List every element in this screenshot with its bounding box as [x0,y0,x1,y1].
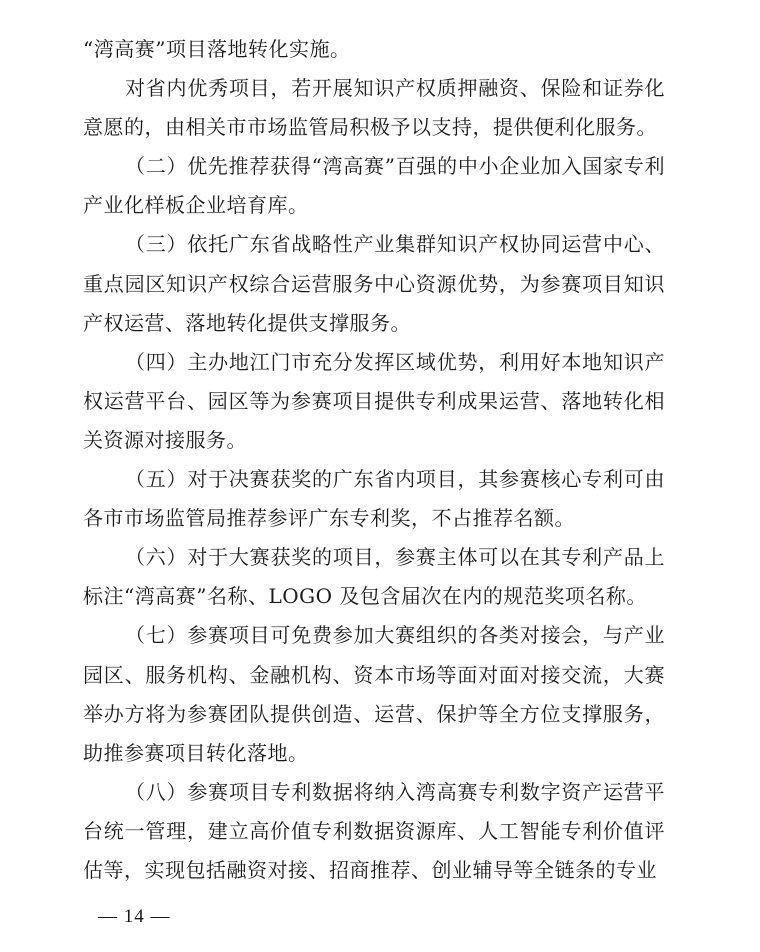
paragraph-item-3: （三）依托广东省战略性产业集群知识产权协同运营中心、重点园区知识产权综合运营服务中心资源优势，为参赛项目知识产权运营、落地转化提供支撑服务。 [83,232,665,335]
paragraph-item-6: （六）对于大赛获奖的项目，参赛主体可以在其专利产品上标注“湾高赛”名称、LOGO 及包含届次在内的规范奖项名称。 [83,545,665,609]
document-body [83,30,665,890]
paragraph-provincial-support: 对省内优秀项目，若开展知识产权质押融资、保险和证券化意愿的，由相关市市场监管局积极予以支持，提供便利化服务。 [83,76,665,140]
page-number: — 14 — [98,906,171,927]
paragraph-item-4: （四）主办地江门市充分发挥区域优势，利用好本地知识产权运营平台、园区等为参赛项目提供专利成果运营、落地转化相关资源对接服务。 [83,349,665,452]
paragraph-item-5: （五）对于决赛获奖的广东省内项目，其参赛核心专利可由各市市场监管局推荐参评广东专利奖，不占推荐名额。 [83,467,665,531]
paragraph-continuation: “湾高赛”项目落地转化实施。 [83,37,351,61]
paragraph-item-2: （二）优先推荐获得“湾高赛”百强的中小企业加入国家专利产业化样板企业培育库。 [83,154,665,218]
paragraph-item-7: （七）参赛项目可免费参加大赛组织的各类对接会，与产业园区、服务机构、金融机构、资本市场等面对面对接交流，大赛举办方将为参赛团队提供创造、运营、保护等全方位支撑服务，助推参赛项目转化落地。 [83,623,665,765]
paragraph-item-8: （八）参赛项目专利数据将纳入湾高赛专利数字资产运营平台统一管理，建立高价值专利数据资源库、人工智能专利价值评估等，实现包括融资对接、招商推荐、创业辅导等全链条的专业 [83,779,665,882]
